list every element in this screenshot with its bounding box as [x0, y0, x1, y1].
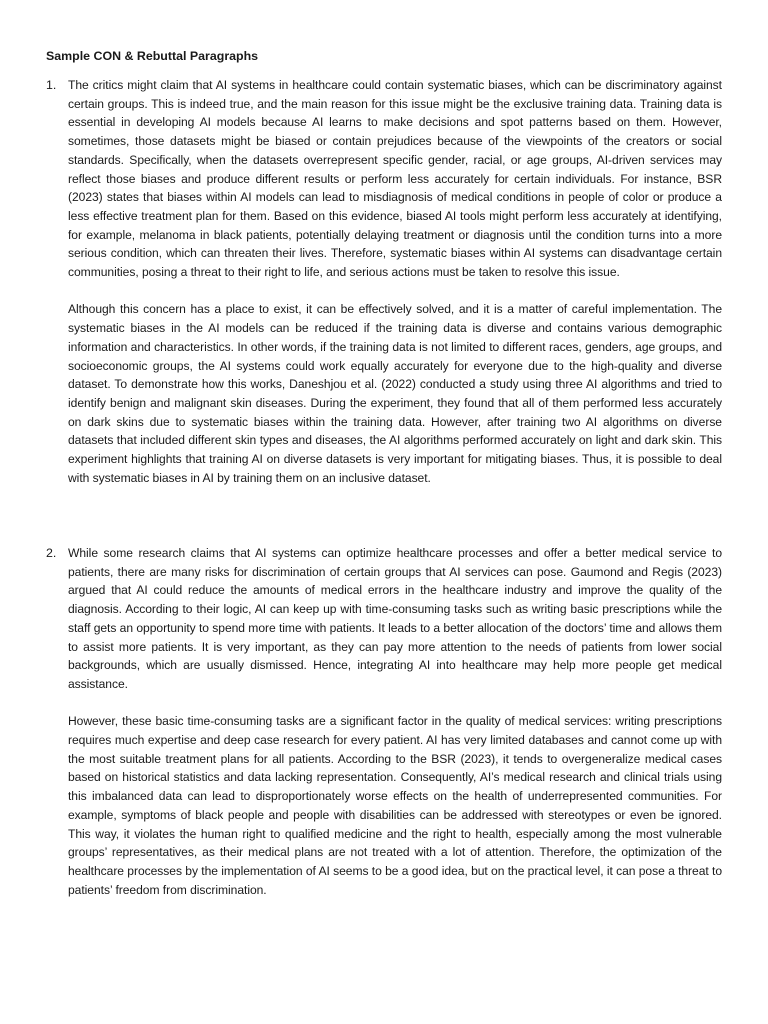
- list-number: 1.: [46, 78, 57, 92]
- rebuttal-paragraph: However, these basic time-consuming tasks are a significant factor in the quality of medical services: writing prescriptions requires much expertise and deep case research for every patient. AI has very limited databases and cannot come up with the most suitable treatment plans for all patients. According to the BSR (2023), it tends to overgeneralize medical cases based on historical statistics and data lacking representation. Consequently, AI’s medical research and clinical trials using this imbalanced data can lead to disproportionately worse effects on the health of underrepresented communities. For example, symptoms of black people and people with disabilities can be addressed with stereotypes or even be ignored. This way, it violates the human right to qualified medicine and the right to health, especially among the most vulnerable groups’ representatives, as their medical plans are not treated with a lot of attention. Therefore, the optimization of the healthcare processes by the implementation of AI seems to be a good idea, but on the practical level, it can pose a threat to patients’ freedom from discrimination.: [68, 714, 722, 897]
- document-title: Sample CON & Rebuttal Paragraphs: [46, 49, 259, 63]
- list-number: 2.: [46, 546, 57, 560]
- con-paragraph: While some research claims that AI systems can optimize healthcare processes and offer a better medical service to patients, there are many risks for discrimination of certain groups that AI services can pose. Gaumond and Regis (2023) argued that AI could reduce the amounts of medical errors in the healthcare industry and improve the quality of the diagnosis. According to their logic, AI can keep up with time-consuming tasks such as writing basic prescriptions while the staff gets an opportunity to spend more time with patients. It leads to a better allocation of the doctors’ time and allows them to assist more patients. It is very important, as they can pay more attention to the needs of patients from lower social backgrounds, which are usually dismissed. Hence, integrating AI into healthcare may help more people get medical assistance.: [68, 546, 722, 691]
- list-item-1: [46, 76, 722, 487]
- con-paragraph: The critics might claim that AI systems in healthcare could contain systematic biases, which can be discriminatory against certain groups. This is indeed true, and the main reason for this issue might be the exclusive training data. Training data is essential in developing AI models because AI learns to make decisions and spot patterns based on them. However, sometimes, those datasets might be biased or contain prejudices because of the viewpoints of the creators or social standards. Specifically, when the datasets overrepresent specific gender, racial, or age groups, AI-driven services may reflect those biases and produce different results or perform less accurately for certain individuals. For instance, BSR (2023) states that biases within AI models can lead to misdiagnosis of medical conditions in people of color or produce a less effective treatment plan for them. Based on this evidence, biased AI tools might perform less accurately at identifying, for example, melanoma in black patients, potentially delaying treatment or diagnosis until the condition turns into a more serious condition, which can threaten their lives. Therefore, systematic biases within AI systems can disadvantage certain communities, posing a threat to their right to life, and serious actions must be taken to resolve this issue.: [68, 78, 722, 280]
- rebuttal-paragraph: Although this concern has a place to exist, it can be effectively solved, and it is a matter of careful implementation. The systematic biases in the AI models can be reduced if the training data is diverse and contains various demographic information and characteristics. In other words, if the training data is not limited to different races, genders, age groups, and socioeconomic groups, the AI systems could work equally accurately for everyone due to the high-quality and diverse dataset. To demonstrate how this works, Daneshjou et al. (2022) conducted a study using three AI algorithms and tried to identify benign and malignant skin diseases. During the experiment, they found that all of them performed less accurately on dark skins due to systematic biases within the training data. However, after training two AI algorithms on diverse datasets that included different skin types and diseases, the AI algorithms performed accurately on light and dark skin. This experiment highlights that training AI on diverse datasets is very important for mitigating biases. Thus, it is possible to deal with systematic biases in AI by training them on an inclusive dataset.: [68, 302, 722, 485]
- list-item-2: [46, 544, 722, 899]
